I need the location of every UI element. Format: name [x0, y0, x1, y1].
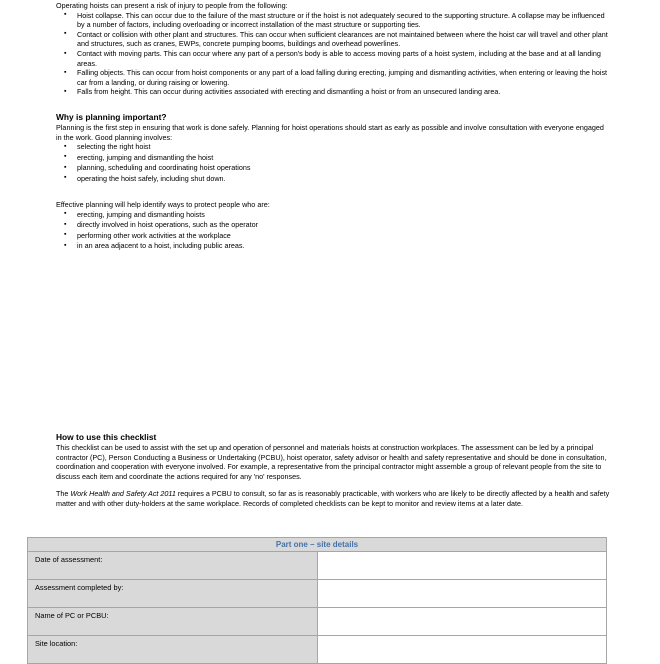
table-row [28, 580, 607, 608]
how-to-use-checklist-section [56, 432, 610, 509]
effective-planning-section [56, 200, 610, 252]
row-value-name-of-pc-or-pcbu[interactable] [317, 608, 607, 636]
howto-paragraph-2 [56, 489, 610, 508]
act-citation: Work Health and Safety Act 2011 [70, 489, 176, 499]
table-row [28, 636, 607, 664]
planning-section [56, 112, 610, 184]
row-label-assessment-completed-by: Assessment completed by: [28, 580, 318, 608]
list-item: ▪ selecting the right hoist [56, 142, 610, 153]
table-row [28, 552, 607, 580]
site-details-table [27, 537, 607, 664]
list-item: ▪ planning, scheduling and coordinating hoist operations [56, 163, 610, 174]
list-item: ▪ Contact with moving parts. This can occur where any part of a person's body is able to access moving parts of a hoist system, including at the base and at all landing areas. [56, 49, 610, 68]
list-item: ▪ directly involved in hoist operations, such as the operator [56, 220, 610, 231]
list-item: ▪ operating the hoist safely, including shut down. [56, 174, 610, 185]
list-item: ▪ Contact or collision with other plant and structures. This can occur when sufficient clearances are not maintained between where the hoist car will travel and other plant and structures, such as cranes, EWPs, concrete pumping booms, buildings and overhead powerlines. [56, 30, 610, 49]
planning-heading: Why is planning important? [56, 112, 167, 122]
intro-section [56, 1, 610, 97]
table-row [28, 608, 607, 636]
row-value-date-of-assessment[interactable] [317, 552, 607, 580]
row-value-assessment-completed-by[interactable] [317, 580, 607, 608]
effective-lead-text: Effective planning will help identify ways to protect people who are: [56, 200, 270, 209]
row-label-name-of-pc-or-pcbu: Name of PC or PCBU: [28, 608, 318, 636]
list-item: ▪ performing other work activities at the workplace [56, 231, 610, 242]
row-label-site-location: Site location: [28, 636, 318, 664]
list-item: ▪ in an area adjacent to a hoist, including public areas. [56, 241, 610, 252]
intro-lead-text: Operating hoists can present a risk of injury to people from the following: [56, 1, 288, 10]
row-value-site-location[interactable] [317, 636, 607, 664]
howto-heading: How to use this checklist [56, 432, 157, 442]
intro-bullet-list [56, 11, 610, 97]
table-title: Part one – site details [28, 538, 607, 552]
list-item: ▪ Falls from height. This can occur during activities associated with erecting and dismantling a hoist or from an unsecured landing area. [56, 87, 610, 97]
howto-p2-before: The [56, 489, 71, 499]
list-item: ▪ erecting, jumping and dismantling the hoist [56, 153, 610, 164]
planning-bullet-list [56, 142, 610, 184]
planning-paragraph: Planning is the first step in ensuring that work is done safely. Planning for hoist operations should start as early as possible and involve consultation with everyone engaged in the work. Good planning involves: [56, 123, 604, 142]
howto-p2-after: requires a PCBU to consult, so far as is reasonably practicable, with workers who are likely to be directly affected by a health and safety matter and with other duty-holders at the same workplace. Records of completed checklists can be kept to monitor and review items at a later date. [56, 489, 610, 508]
paragraph-spacer [56, 481, 610, 489]
row-label-date-of-assessment: Date of assessment: [28, 552, 318, 580]
list-item: ▪ Falling objects. This can occur from hoist components or any part of a load falling during erecting, jumping and dismantling activities, when entering or leaving the hoist car from a landing, or during raising or lowering. [56, 68, 610, 87]
list-item: ▪ Hoist collapse. This can occur due to the failure of the mast structure or if the hoist is not adequately secured to the supporting structure. A collapse may be influenced by a number of factors, including overloading or incorrect installation of the mast structure or supporting ties. [56, 11, 610, 30]
howto-paragraph-1: This checklist can be used to assist with the set up and operation of personnel and materials hoists at construction workplaces. The assessment can be led by a principal contractor (PC), Person Conducting a Business or Undertaking (PCBU), hoist operator, safety advisor or health and safety representative and should be done in consultation, coordination and cooperation with everyone involved. For example, a representative from the principal contractor might assemble a group of relevant people from the site to discuss each item and coordinate the actions required for any 'no' responses. [56, 443, 607, 481]
list-item: ▪ erecting, jumping and dismantling hoists [56, 210, 610, 221]
effective-bullet-list [56, 210, 610, 252]
table-header-row [28, 538, 607, 552]
